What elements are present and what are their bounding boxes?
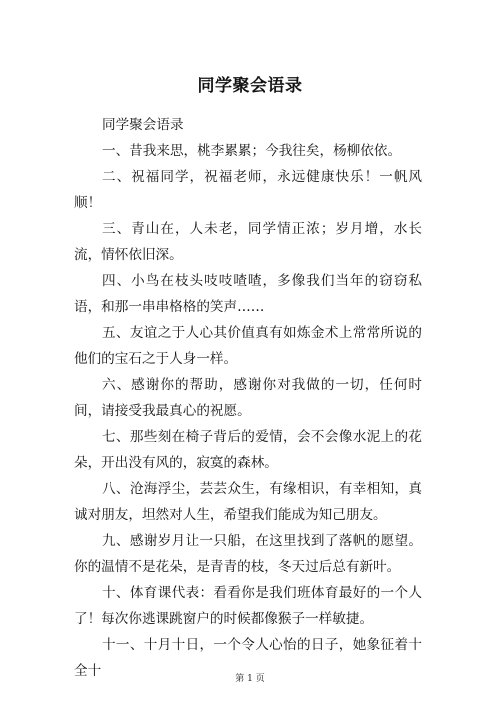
paragraph: 五、友谊之于人心其价值真有如炼金术上常常所说的他们的宝石之于人身一样。	[74, 325, 422, 367]
document-title: 同学聚会语录	[197, 76, 303, 96]
paragraph: 四、小鸟在枝头吱吱喳喳，多像我们当年的窃窃私语，和那一串串格格的笑声……	[74, 273, 422, 315]
paragraph: 七、那些刻在椅子背后的爱情，会不会像水泥上的花朵，开出没有风的，寂寞的森林。	[74, 429, 422, 471]
page-number: 第 1 页	[235, 674, 265, 684]
document-body	[74, 112, 422, 684]
paragraph: 十一、十月十日，一个令人心怡的日子，她象征着十全十	[74, 637, 422, 679]
paragraph: 九、感谢岁月让一只船，在这里找到了落帆的愿望。你的温情不是花朵，是青青的枝，冬天过后总有新叶。	[74, 533, 422, 575]
paragraph: 十、体育课代表：看看你是我们班体育最好的一个人了！每次你逃课跳窗户的时候都像猴子一样敏捷。	[74, 585, 422, 627]
paragraph: 三、青山在，人未老，同学情正浓；岁月增，水长流，情怀依旧深。	[74, 221, 422, 263]
paragraph: 八、沧海浮尘，芸芸众生，有缘相识，有幸相知，真诚对朋友，坦然对人生，希望我们能成为知己朋友。	[74, 481, 422, 523]
paragraph: 同学聚会语录	[102, 117, 184, 133]
paragraph: 六、感谢你的帮助，感谢你对我做的一切，任何时间，请接受我最真心的祝愿。	[74, 377, 422, 419]
paragraph: 二、祝福同学，祝福老师，永远健康快乐！一帆风顺！	[74, 169, 422, 211]
paragraph: 一、昔我来思，桃李累累；今我往矣，杨柳依依。	[102, 143, 402, 159]
